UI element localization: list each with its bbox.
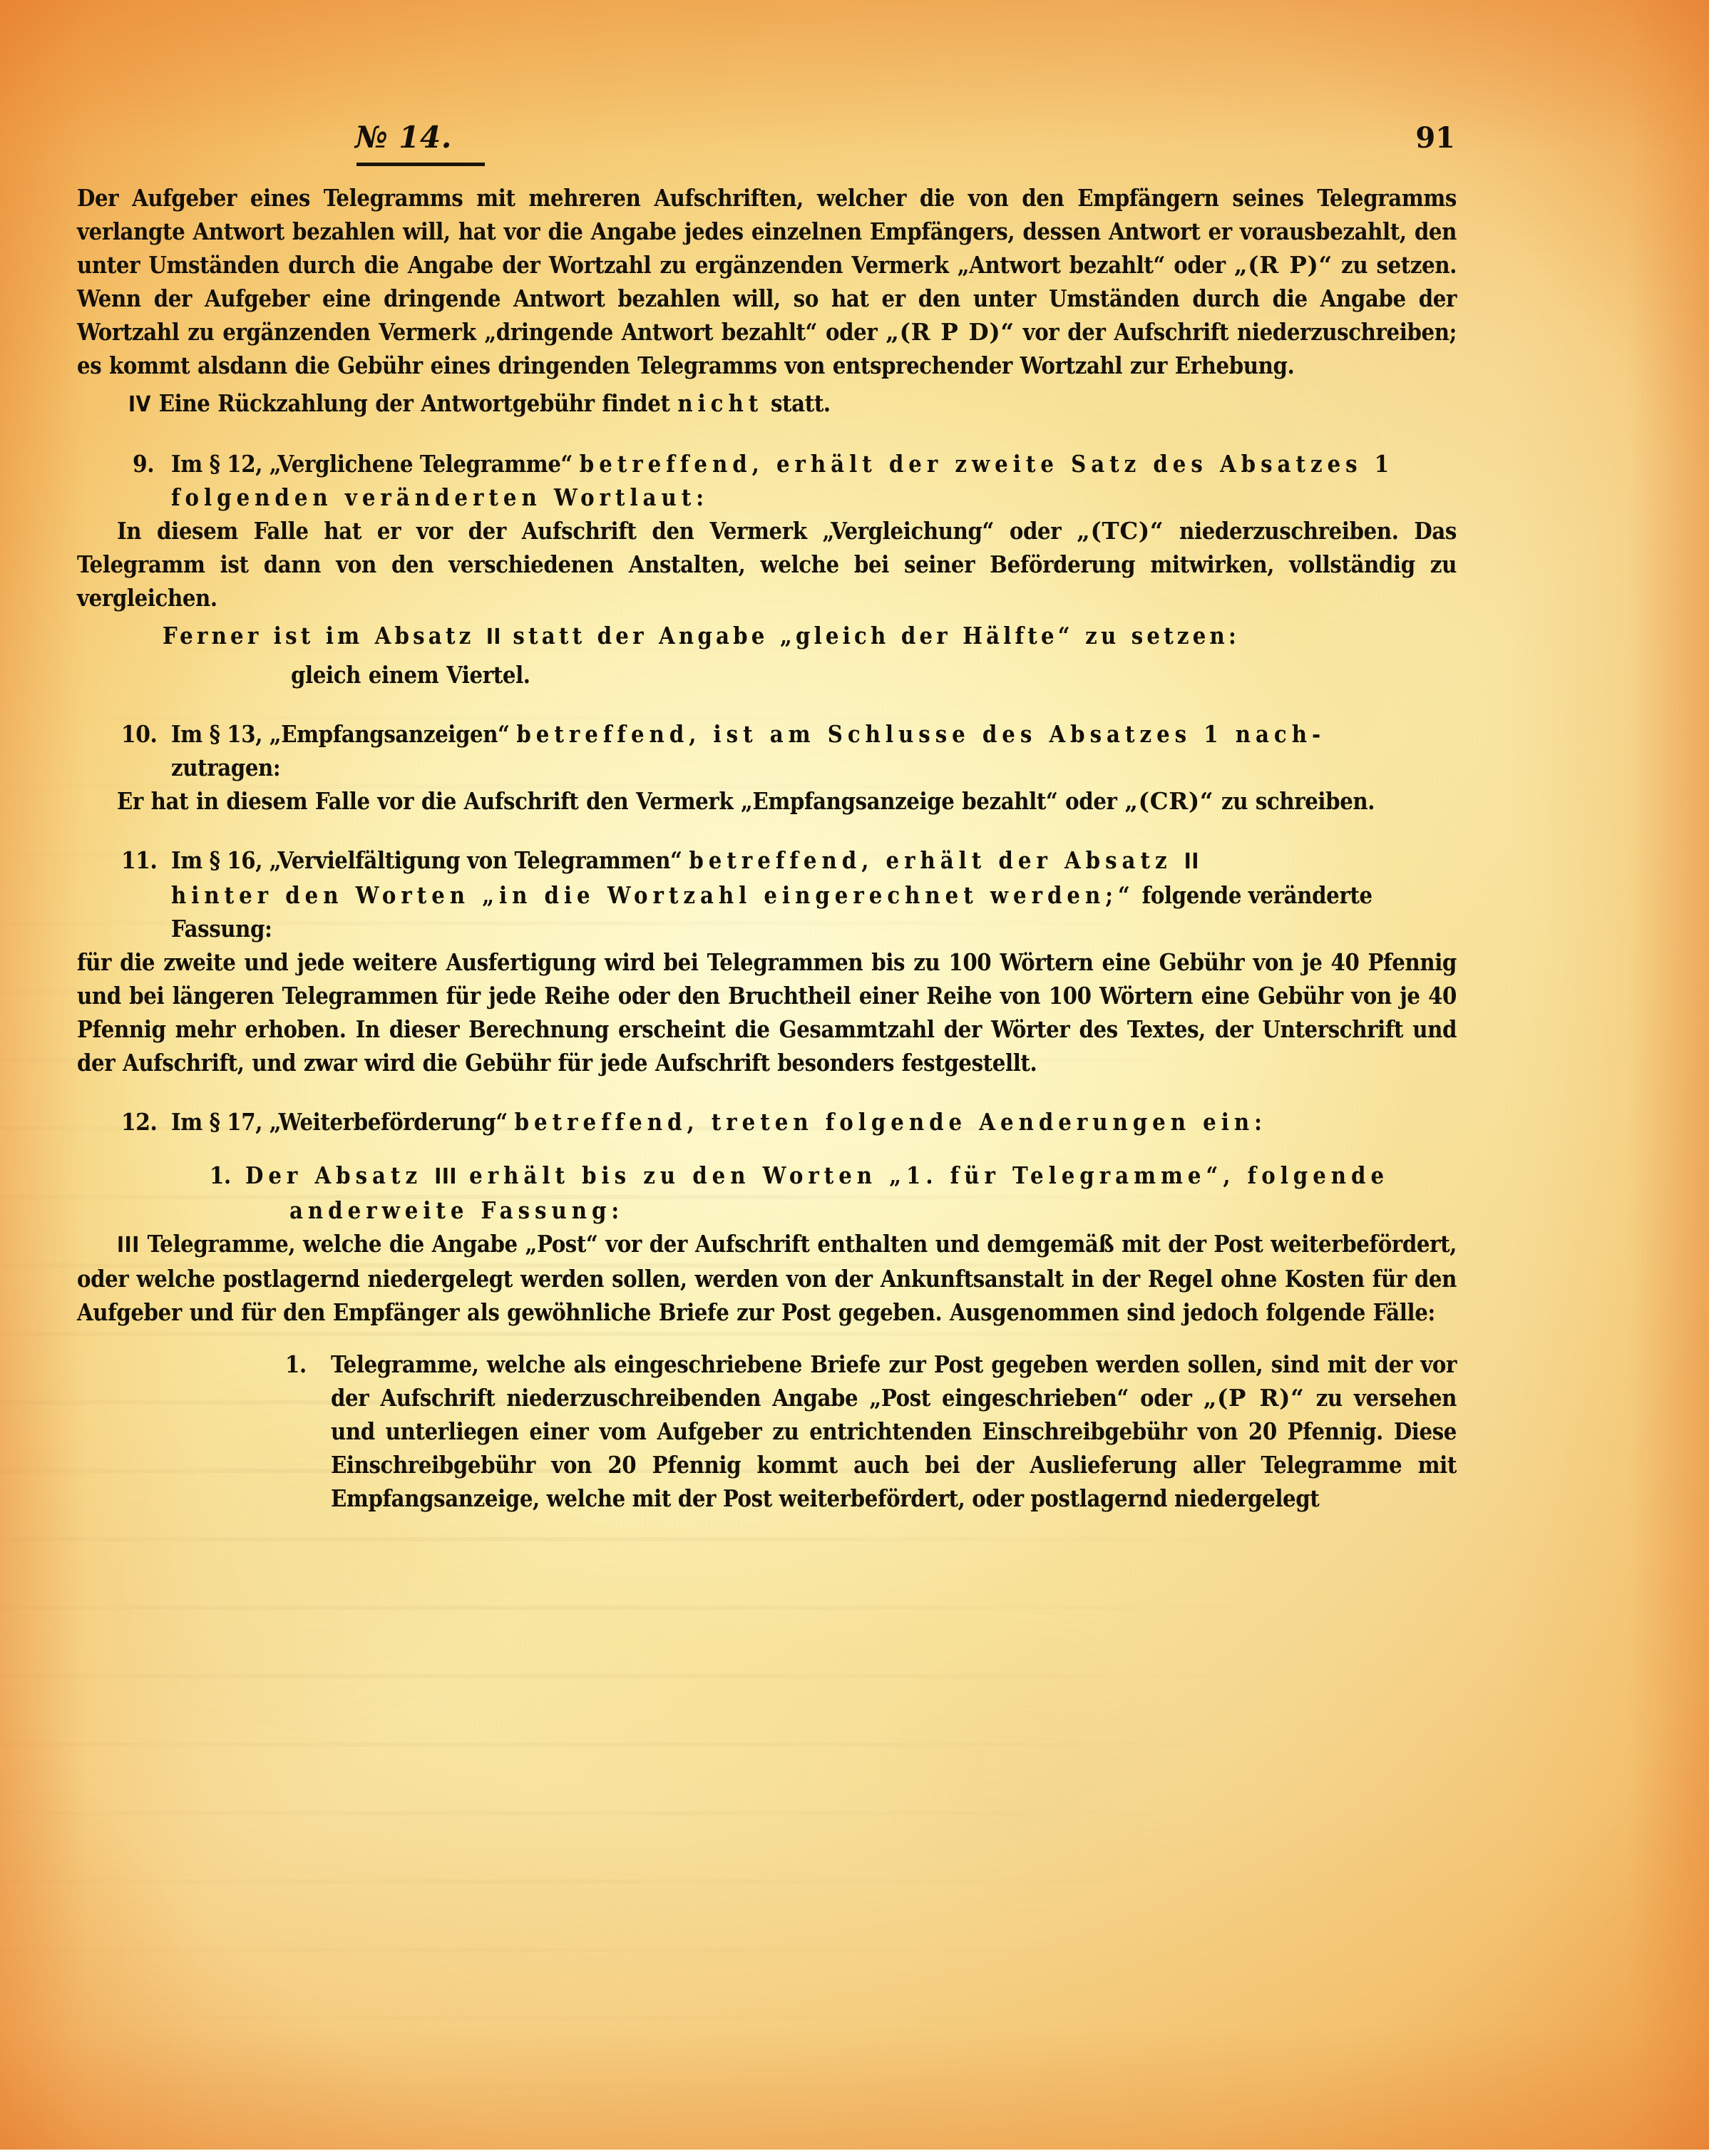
- centered-line-rest: statt der Angabe „gleich der Hälfte“ zu setzen:: [501, 622, 1240, 650]
- item-12-sub-list-item-1-number: 1.: [285, 1350, 307, 1378]
- paragraph-III-numeral: III: [117, 1233, 140, 1258]
- item-12-sub-1-numeral: III: [434, 1164, 458, 1189]
- list-item-11-number: 11.: [121, 846, 158, 874]
- intro-text-3: vor der Aufschrift niederzuschreiben; es kommt alsdann die Gebühr eines dringenden Telegramms von entsprechender Wortzahl zur Erhebung.: [77, 318, 1457, 379]
- list-item-11-emphasis-line2-rest: folgende veränderte Fassung:: [171, 881, 1372, 943]
- item-10-paragraph: [77, 784, 1457, 818]
- item-12-sub-list-item-1-text-rest: zu versehen und unterliegen einer vom Aufgeber zu entrichtenden Einschreibgebühr von 20 Pfennig. Diese Einschreibgebühr von 20 Pfennig kommt auch bei der Auslieferung aller Telegramme mit Empfangsanzeige, welche mit der Post weiterbefördert, oder postlagernd niedergelegt: [331, 1384, 1457, 1512]
- list-item-11-emphasis: betreffend, erhält der Absatz: [689, 846, 1184, 874]
- list-item-10-emphasis-cont: zutragen:: [171, 754, 281, 781]
- list-item-10-emphasis: betreffend, ist am Schlusse des Absatzes 1 nach-: [516, 720, 1326, 748]
- clause-IV-emphasis: nicht: [677, 389, 764, 417]
- list-item-12-emphasis: betreffend, treten folgende Aenderungen ein:: [514, 1108, 1267, 1136]
- item-9-text-a: In diesem Falle hat er vor der Aufschrift den Vermerk „Vergleichung“ oder: [117, 517, 1077, 545]
- scan-edge-bottom: [0, 2150, 1714, 2156]
- header-rule: [356, 163, 485, 166]
- intro-text-1: Der Aufgeber eines Telegramms mit mehreren Aufschriften, welcher die von den Empfängern seines Telegramms verlangte Antwort bezahlen will, hat vor die Angabe jedes einzelnen Empfängers, dessen Antwort er vorausbezahlt, den unter Umständen durch die Angabe der Wortzahl zu ergänzenden Vermerk „Antwort bezahlt“ oder: [77, 184, 1457, 279]
- item-10-text-rest: zu schreiben.: [1213, 787, 1375, 815]
- clause-IV: [77, 386, 1457, 421]
- item-12-sub-1-text-after: erhält bis zu den Worten „1. für Telegramme“, folgende: [457, 1161, 1390, 1189]
- item-12-sub-1-text-line2: anderweite Fassung:: [289, 1196, 625, 1224]
- item-9-replacement-line: gleich einem Viertel.: [291, 661, 530, 689]
- item-12-sub-list-item-1: [77, 1348, 1457, 1515]
- list-item-9-emphasis: betreffend, erhält der zweite Satz des Absatzes 1 folgenden veränderten Wortlaut:: [171, 450, 1395, 511]
- scan-edge-right: [1709, 0, 1714, 2156]
- list-item-10-lead: Im § 13, „Empfangsanzeigen“: [171, 720, 517, 748]
- abbr-rp: „(R P)“: [1233, 251, 1333, 279]
- clause-IV-text: Eine Rückzahlung der Antwortgebühr findet: [158, 389, 678, 417]
- list-item-9-number: 9.: [133, 450, 155, 478]
- list-item-10-number: 10.: [121, 720, 158, 748]
- abbr-pr: „(P R)“: [1203, 1384, 1305, 1412]
- list-item-11-lead: Im § 16, „Vervielfältigung von Telegrammen“: [171, 846, 689, 874]
- item-11-paragraph: für die zweite und jede weitere Ausfertigung wird bei Telegrammen bis zu 100 Wörtern eine Gebühr von je 40 Pfennig und bei längeren Telegrammen für jede Reihe oder den Bruchtheil einer Reihe von 100 Wörtern eine Gebühr von je 40 Pfennig mehr erhoben. In dieser Berechnung erscheint die Gesammtzahl der Wörter des Textes, der Unterschrift und der Aufschrift, und zwar wird die Gebühr für jede Aufschrift besonders festgestellt.: [77, 948, 1457, 1077]
- page-content: [77, 120, 1457, 1515]
- item-12-sub-1-number: 1.: [210, 1161, 231, 1189]
- abbr-tc: „(TC)“: [1077, 517, 1164, 545]
- intro-paragraph: [77, 181, 1457, 382]
- item-12-sub-list-item-1-text: Telegramme, welche als eingeschriebene Briefe zur Post gegeben werden sollen, sind mit der vor der Aufschrift niederzuschreibenden Angabe „Post eingeschrieben“ oder: [331, 1350, 1457, 1412]
- item-9-text-a-rest: niederzuschreiben. Das Telegramm ist dann von den verschiedenen Anstalten, welche bei seiner Beförderung mitwirken, vollständig zu vergleichen.: [77, 517, 1457, 612]
- list-item-11-emphasis-line2: hinter den Worten „in die Wortzahl eingerechnet werden;“: [171, 881, 1135, 909]
- list-item-12-lead: Im § 17, „Weiterbeförderung“: [171, 1108, 515, 1136]
- intro-text-2: zu setzen. Wenn der Aufgeber eine dringende Antwort bezahlen will, so hat er den unter Umständen durch die Angabe der Wortzahl zu ergänzenden Vermerk „dringende Antwort bezahlt“ oder: [77, 251, 1457, 346]
- page-number: 91: [1415, 121, 1455, 155]
- centered-line-prefix: Ferner ist im Absatz: [163, 622, 486, 650]
- clause-IV-text-after: statt.: [763, 389, 831, 417]
- paragraph-III-text: Telegramme, welche die Angabe „Post“ vor der Aufschrift enthalten und demgemäß mit der Post weiterbefördert, oder welche postlagernd niedergelegt werden sollen, werden von der Ankunftsanstalt in der Regel ohne Kosten für den Aufgeber und für den Empfänger als gewöhnliche Briefe zur Post gegeben. Ausgenommen sind jedoch folgende Fälle:: [77, 1230, 1457, 1326]
- list-item-9-lead: Im § 12, „Verglichene Telegramme“: [171, 450, 580, 478]
- item-12-paragraph-III: [77, 1227, 1457, 1329]
- item-9-paragraph-a: [77, 514, 1457, 615]
- page-header: [77, 120, 1457, 181]
- list-item-9: [77, 447, 1457, 514]
- centered-line-numeral: II: [486, 625, 502, 650]
- abbr-cr: „(CR)“: [1124, 787, 1214, 815]
- item-12-sub-1: [77, 1159, 1457, 1227]
- item-12-sub-1-text-before: Der Absatz: [245, 1161, 435, 1189]
- item-10-text: Er hat in diesem Falle vor die Aufschrift den Vermerk „Empfangsanzeige bezahlt“ oder: [117, 787, 1125, 815]
- list-item-11-numeral: II: [1184, 849, 1199, 874]
- list-item-10: [77, 717, 1457, 784]
- list-item-12: [77, 1105, 1457, 1139]
- abbr-rpd: „(R P D)“: [886, 318, 1015, 346]
- list-item-11: [77, 843, 1457, 945]
- list-item-12-number: 12.: [121, 1108, 158, 1136]
- issue-number-label: № 14.: [355, 120, 452, 155]
- clause-IV-numeral: IV: [128, 392, 152, 417]
- item-9-centered-instruction: [77, 619, 1457, 654]
